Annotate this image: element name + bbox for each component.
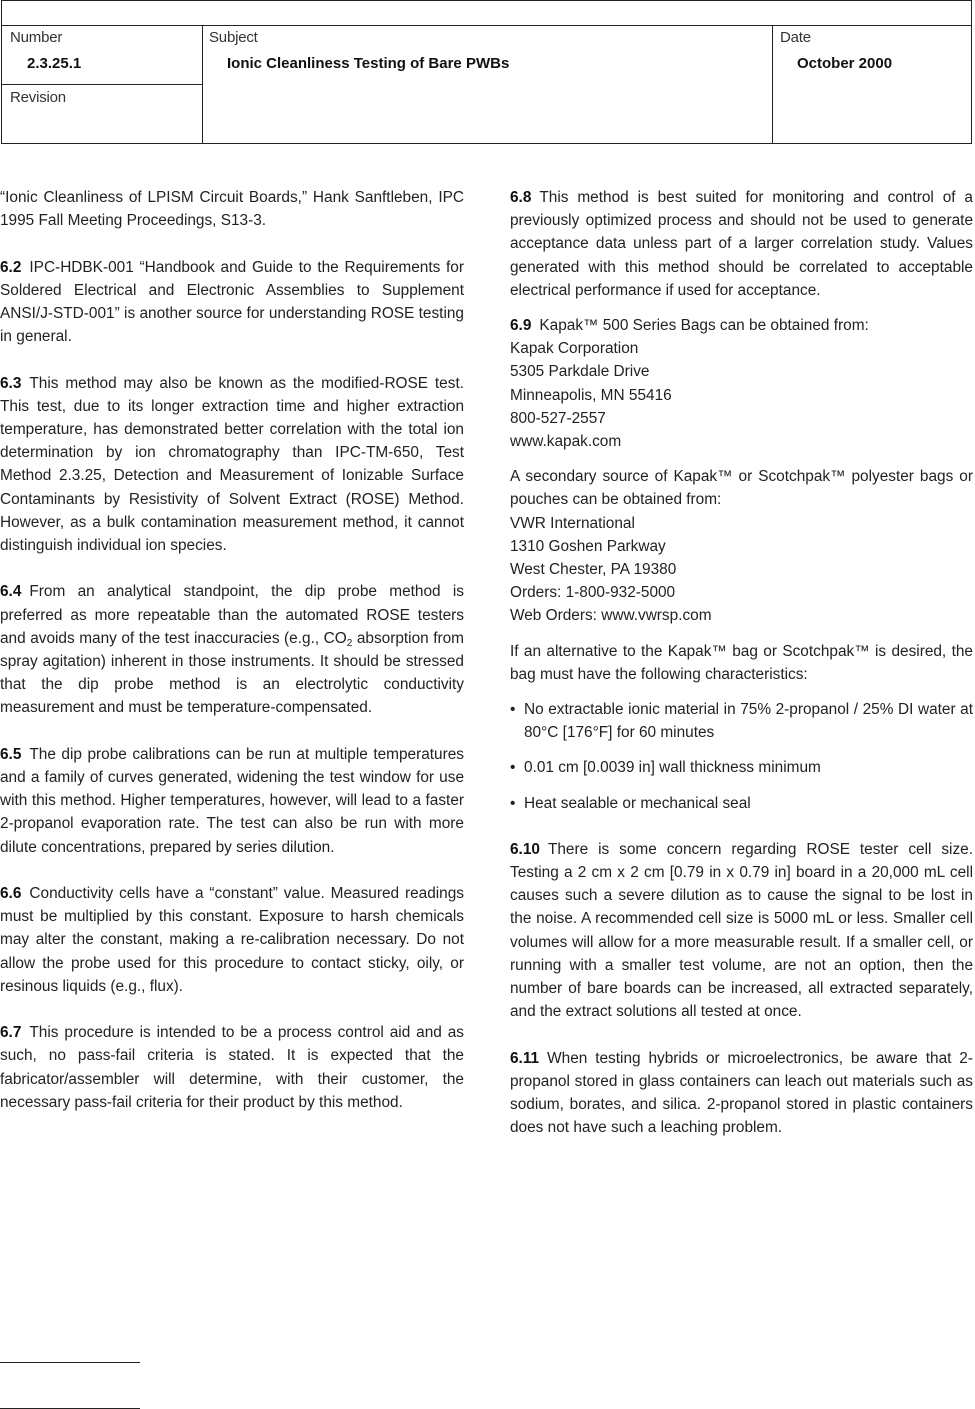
bullet-icon: • [510,759,516,777]
section-6-11 [510,1047,973,1140]
bullet-text: Heat sealable or mechanical seal [524,794,751,812]
address-line: West Chester, PA 19380 [510,561,677,579]
address-line: 5305 Parkdale Drive [510,363,650,381]
section-number: 6.8 [510,189,532,206]
secondary-source [510,465,973,627]
section-text-before-subscript: From an analytical standpoint, the dip probe method is preferred as more repeatable than the automated ROSE testers and avoids many of the test inaccuracies (e.g., CO [0,583,464,647]
bullet-text: 0.01 cm [0.0039 in] wall thickness minimum [524,759,821,777]
bullet-icon: • [510,701,516,719]
section-number: 6.11 [510,1049,540,1067]
section-6-5 [0,743,464,859]
address-line: Kapak Corporation [510,340,639,358]
left-column [0,186,464,1137]
phone-line: Orders: 1-800-932-5000 [510,584,676,602]
section-text: When testing hybrids or microelectronics, be aware that 2-propanol stored in glass containers can leach out materials such as sodium, borates, and silica. 2-propanol stored in plastic containers does not have such a leaching problem. [510,1049,973,1137]
date-value: October 2000 [797,55,893,72]
subject-value: Ionic Cleanliness Testing of Bare PWBs [227,55,510,72]
section-number: 6.3 [0,374,22,392]
section-number: 6.10 [510,840,540,858]
section-number: 6.5 [0,745,22,763]
header-top-row [2,1,971,26]
bullet-icon: • [510,794,516,812]
section-text: This procedure is intended to be a process control aid and as such, no pass-fail criteria is stated. It is expected that the fabricator/assembler will determine, with their customer, the necessary pass-fail criteria for their product by this method. [0,1024,464,1111]
section-6-9 [510,314,973,453]
section-6-6 [0,882,464,998]
section-text: There is some concern regarding ROSE tester cell size. Testing a 2 cm x 2 cm [0.79 in x 0.79 in] board in a 20,000 mL cell causes such a severe dilution as to cause the signal to be lost in the noise. A recommended cell size is 5000 mL or less. Smaller cell volumes will allow for a more measurable result. If a smaller cell, or running with a smaller test volume, are not an option, then the number of bare boards can be increased, all extracted separately, and the extract solutions all tested at once. [510,840,973,1021]
section-text: The dip probe calibrations can be run at multiple temperatures and a family of curves generated, widening the test window for use with this method. Higher temperatures, however, will lead to a faster 2-propanol evaporation rate. The test can also be run with more dilute concentrations, prepared by series dilution. [0,745,464,856]
revision-label: Revision [10,89,66,106]
section-text: Conductivity cells have a “constant” value. Measured readings must be multiplied by this constant. Exposure to harsh chemicals may alter the constant, making a re-calibration necessary. Do not allow the probe used for this procedure to contact sticky, oily, or resinous liquids (e.g., flux). [0,885,464,995]
phone-line: 800-527-2557 [510,409,606,427]
section-6-3 [0,372,464,558]
section-number: 6.4 [0,583,22,601]
header-divider-number-revision [2,84,202,85]
subject-label: Subject [209,29,258,46]
footnote-rule [0,1362,140,1363]
intro-text: Kapak™ 500 Series Bags can be obtained from: [539,317,869,335]
website-line: www.kapak.com [510,433,622,451]
bullet-text: No extractable ionic material in 75% 2-propanol / 25% DI water at 80°C [176°F] for 60 minutes [524,701,973,742]
address-line: Minneapolis, MN 55416 [510,386,672,404]
bullet-item [510,792,973,815]
subscript: 2 [346,637,353,649]
website-line: Web Orders: www.vwrsp.com [510,607,712,625]
section-6-2 [0,256,464,349]
alternative-intro: If an alternative to the Kapak™ bag or Scotchpak™ is desired, the bag must have the following characteristics: [510,642,973,683]
bullet-item [510,698,973,744]
section-text: IPC-HDBK-001 “Handbook and Guide to the Requirements for Soldered Electrical and Electronic Assemblies to Supplement ANSI/J-STD-001” is another source for understanding ROSE testing in general. [0,258,464,346]
address-line: VWR International [510,514,635,532]
address-line: 1310 Goshen Parkway [510,537,666,555]
section-number: 6.7 [0,1024,22,1042]
secondary-source-intro: A secondary source of Kapak™ or Scotchpak™ polyester bags or pouches can be obtained from: [510,468,973,509]
section-number: 6.6 [0,885,22,903]
number-label: Number [10,29,63,46]
section-text: This method may also be known as the modified-ROSE test. This test, due to its longer extraction time and higher extraction temperature, has demonstrated better correlation with the total ion determination by ion chromatography than IPC-TM-650, Test Method 2.3.25, Detection and Measurement of Ionizable Surface Contaminants by Resistivity of Solvent Extract (ROSE) Method. However, as a bulk contamination measurement method, it cannot distinguish individual ion species. [0,374,464,555]
reference-citation: “Ionic Cleanliness of LPISM Circuit Boards,” Hank Sanftleben, IPC 1995 Fall Meeting Proceedings, S13-3. [0,189,464,230]
header-divider-number-subject [202,25,203,143]
section-6-4 [0,580,464,719]
number-value: 2.3.25.1 [27,55,82,72]
section-text-after-subscript: absorption from spray agitation) inherent in those instruments. It should be stressed that the dip probe method is an electrolytic conductivity measurement and must be temperature-compensated. [0,629,464,717]
section-number: 6.2 [0,258,22,276]
section-6-7 [0,1021,464,1114]
right-column [510,186,973,1163]
header-divider-subject-date [772,25,773,143]
section-number: 6.9 [510,317,532,335]
document-header-table [1,0,972,144]
date-label: Date [780,29,811,46]
section-text: This method is best suited for monitoring and control of a previously optimized process and should not be used to generate acceptance data unless part of a larger correlation study. Values generated with this method should be correlated to acceptable electrical performance if used for acceptance. [510,189,973,299]
bullet-item [510,756,973,779]
section-6-9-intro [510,314,973,337]
section-6-10 [510,838,973,1024]
section-6-8 [510,186,973,302]
